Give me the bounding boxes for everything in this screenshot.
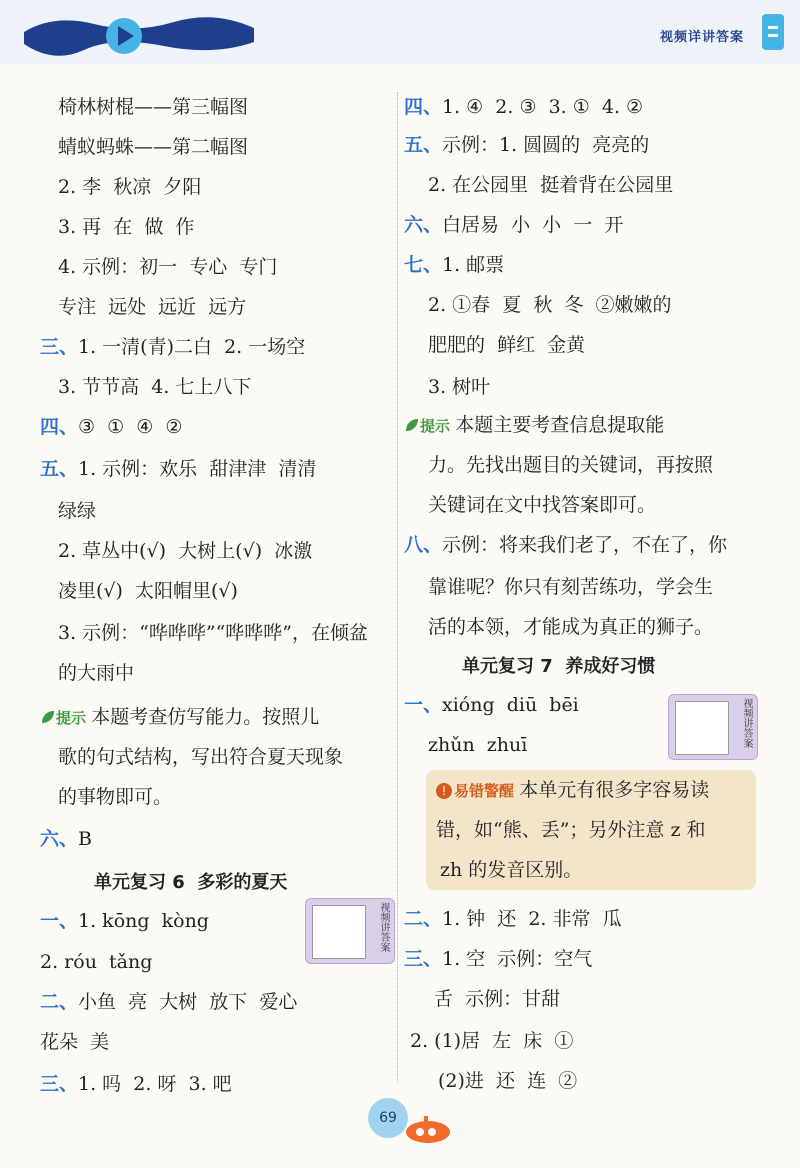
section-number: 一、 bbox=[404, 694, 443, 716]
warning-line bbox=[436, 776, 709, 805]
answer-text: xióng diū bēi bbox=[442, 694, 579, 716]
section-number: 三、 bbox=[404, 948, 443, 970]
answer-line bbox=[58, 93, 248, 121]
answer-line bbox=[40, 825, 92, 853]
unit7-title: 单元复习 7 养成好习惯 bbox=[462, 656, 656, 677]
answer-text: 力。先找出题目的关键词，再按照 bbox=[428, 454, 714, 476]
answer-text: 1. 邮票 bbox=[442, 254, 505, 276]
answer-text: 蜻蚁蚂蛛——第二幅图 bbox=[58, 136, 249, 158]
answer-text: 靠谁呢？你只有刻苦练功，学会生 bbox=[428, 576, 714, 598]
answer-text: 白居易 小 小 一 开 bbox=[442, 214, 624, 236]
answer-line bbox=[58, 213, 194, 241]
answer-line bbox=[404, 945, 592, 973]
answer-line bbox=[40, 907, 209, 935]
answer-line bbox=[428, 491, 656, 519]
leaf-icon bbox=[404, 417, 420, 433]
answer-line bbox=[428, 171, 673, 199]
answer-text: 2. 李 秋凉 夕阳 bbox=[58, 176, 202, 198]
answer-line bbox=[58, 497, 96, 525]
answer-line bbox=[428, 331, 585, 359]
answer-line bbox=[40, 413, 182, 441]
answer-line bbox=[58, 619, 368, 647]
leaf-icon bbox=[40, 709, 56, 725]
answer-text: 3. 示例：“哗哗哗”“哗哗哗”，在倾盆 bbox=[58, 622, 369, 644]
answer-line bbox=[428, 373, 490, 401]
submarine-icon bbox=[400, 1112, 456, 1146]
section-number: 三、 bbox=[40, 1073, 79, 1095]
answer-text: 肥肥的 鲜红 金黄 bbox=[428, 334, 586, 356]
answer-line bbox=[40, 703, 319, 732]
answer-line bbox=[404, 211, 623, 239]
answer-text: 凌里(√) 太阳帽里(√) bbox=[58, 580, 238, 602]
answer-line bbox=[428, 731, 527, 759]
answer-text: 示例：1. 圆圆的 亮亮的 bbox=[442, 134, 650, 156]
answer-text: 示例：将来我们老了，不在了，你 bbox=[442, 534, 728, 556]
answer-text: 3. 树叶 bbox=[428, 376, 491, 398]
qr-code-unit7[interactable] bbox=[668, 694, 758, 760]
section-number: 一、 bbox=[40, 910, 79, 932]
answer-line bbox=[40, 1028, 109, 1056]
section-number: 二、 bbox=[40, 991, 79, 1013]
answer-text: 2. ①春 夏 秋 冬 ②嫩嫩的 bbox=[428, 294, 672, 316]
section-number: 五、 bbox=[404, 134, 443, 156]
answer-text: 专注 远处 远近 远方 bbox=[58, 296, 247, 318]
answer-text: 2. 在公园里 挺着背在公园里 bbox=[428, 174, 674, 196]
answer-text: 4. 示例：初一 专心 专门 bbox=[58, 256, 278, 278]
answer-text: 1. 吗 2. 呀 3. 吧 bbox=[78, 1073, 232, 1095]
answer-line bbox=[434, 985, 560, 1013]
answer-text: 1. ④ 2. ③ 3. ① 4. ② bbox=[442, 96, 644, 118]
answer-text: 本题主要考查信息提取能 bbox=[455, 414, 665, 436]
answer-text: 1. 钟 还 2. 非常 瓜 bbox=[442, 908, 622, 930]
warning-label: 易错警醒 bbox=[454, 782, 520, 800]
answer-line bbox=[58, 253, 277, 281]
answer-text: 1. kōng kòng bbox=[78, 910, 209, 932]
answer-line bbox=[58, 537, 312, 565]
header-label: 视频详讲答案 bbox=[660, 30, 745, 45]
section-number: 五、 bbox=[40, 458, 79, 480]
answer-line bbox=[40, 455, 316, 483]
answer-line bbox=[40, 988, 297, 1016]
answer-line bbox=[404, 411, 664, 440]
answer-text: 小鱼 亮 大树 放下 爱心 bbox=[78, 991, 298, 1013]
answer-line bbox=[58, 743, 343, 771]
answer-text: 2. 草丛中(√) 大树上(√) 冰激 bbox=[58, 540, 313, 562]
answer-line bbox=[404, 93, 643, 121]
qr-code-image bbox=[312, 905, 366, 959]
answer-text: 关键词在文中找答案即可。 bbox=[428, 494, 657, 516]
answer-text: 3. 节节高 4. 七上八下 bbox=[58, 376, 252, 398]
warning-text: 错，如“熊、丢”；另外注意 z 和 bbox=[436, 819, 706, 841]
answer-text: 歌的句式结构，写出符合夏天现象 bbox=[58, 746, 344, 768]
answer-text: 椅林树棍——第三幅图 bbox=[58, 96, 249, 118]
tip-label: 提示 bbox=[56, 709, 92, 727]
answer-line bbox=[404, 691, 579, 719]
unit6-title: 单元复习 6 多彩的夏天 bbox=[94, 872, 288, 893]
answer-text: 的事物即可。 bbox=[58, 786, 173, 808]
answer-line bbox=[438, 1067, 577, 1095]
answer-line bbox=[428, 613, 713, 641]
answer-line bbox=[58, 373, 251, 401]
qr-label: 视频讲答案 bbox=[741, 698, 752, 748]
answer-text: 的大雨中 bbox=[58, 662, 135, 684]
section-number: 四、 bbox=[40, 416, 79, 438]
section-number: 四、 bbox=[404, 96, 443, 118]
page-header bbox=[0, 0, 800, 64]
answer-text: (2)进 还 连 ② bbox=[438, 1070, 578, 1092]
page-number: 69 bbox=[368, 1098, 408, 1138]
answer-text: 活的本领，才能成为真正的狮子。 bbox=[428, 616, 714, 638]
answer-text: 1. 空 示例：空气 bbox=[442, 948, 593, 970]
answer-line bbox=[410, 1027, 573, 1055]
section-number: 三、 bbox=[40, 336, 79, 358]
answer-line bbox=[404, 131, 649, 159]
answer-line bbox=[404, 251, 504, 279]
answer-line bbox=[58, 659, 134, 687]
answer-line bbox=[428, 291, 672, 319]
section-number: 六、 bbox=[404, 214, 443, 236]
answer-text: 绿绿 bbox=[58, 500, 97, 522]
warning-line bbox=[440, 856, 582, 884]
answer-text: 1. 一清(青)二白 2. 一场空 bbox=[78, 336, 306, 358]
answer-line bbox=[58, 293, 246, 321]
answer-text: 2. róu tǎng bbox=[40, 951, 153, 973]
answer-line bbox=[40, 1070, 232, 1098]
answer-text: 3. 再 在 做 作 bbox=[58, 216, 195, 238]
answer-text: ③ ① ④ ② bbox=[78, 416, 183, 438]
answer-text: B bbox=[78, 828, 92, 850]
answer-line bbox=[58, 133, 248, 161]
answer-line bbox=[404, 531, 727, 559]
answer-line bbox=[58, 173, 201, 201]
header-tab-icon bbox=[758, 12, 788, 52]
answer-text: zhǔn zhuī bbox=[428, 734, 528, 756]
tip-label: 提示 bbox=[420, 417, 456, 435]
answer-line bbox=[58, 577, 238, 605]
answer-line bbox=[40, 948, 152, 976]
answer-line bbox=[40, 333, 305, 361]
qr-code-unit6[interactable] bbox=[305, 898, 395, 964]
answer-line bbox=[58, 783, 172, 811]
section-number: 七、 bbox=[404, 254, 443, 276]
section-number: 二、 bbox=[404, 908, 443, 930]
answer-line bbox=[428, 451, 713, 479]
qr-label: 视频讲答案 bbox=[378, 902, 389, 952]
qr-code-image bbox=[675, 701, 729, 755]
answer-text: 花朵 美 bbox=[40, 1031, 110, 1053]
warning-text: 本单元有很多字容易读 bbox=[519, 779, 710, 801]
answer-text: 2. (1)居 左 床 ① bbox=[410, 1030, 574, 1052]
warning-icon: ! bbox=[436, 783, 452, 799]
section-number: 八、 bbox=[404, 534, 443, 556]
column-divider bbox=[397, 92, 398, 1082]
answer-text: 舌 示例：甘甜 bbox=[434, 988, 561, 1010]
answer-line bbox=[428, 573, 713, 601]
warning-text: zh 的发音区别。 bbox=[440, 859, 583, 881]
warning-line bbox=[436, 816, 706, 844]
wave-banner-icon bbox=[24, 8, 254, 64]
section-number: 六、 bbox=[40, 828, 79, 850]
answer-line bbox=[404, 905, 622, 933]
answer-text: 1. 示例：欢乐 甜津津 清清 bbox=[78, 458, 317, 480]
answer-text: 本题考查仿写能力。按照儿 bbox=[91, 706, 320, 728]
